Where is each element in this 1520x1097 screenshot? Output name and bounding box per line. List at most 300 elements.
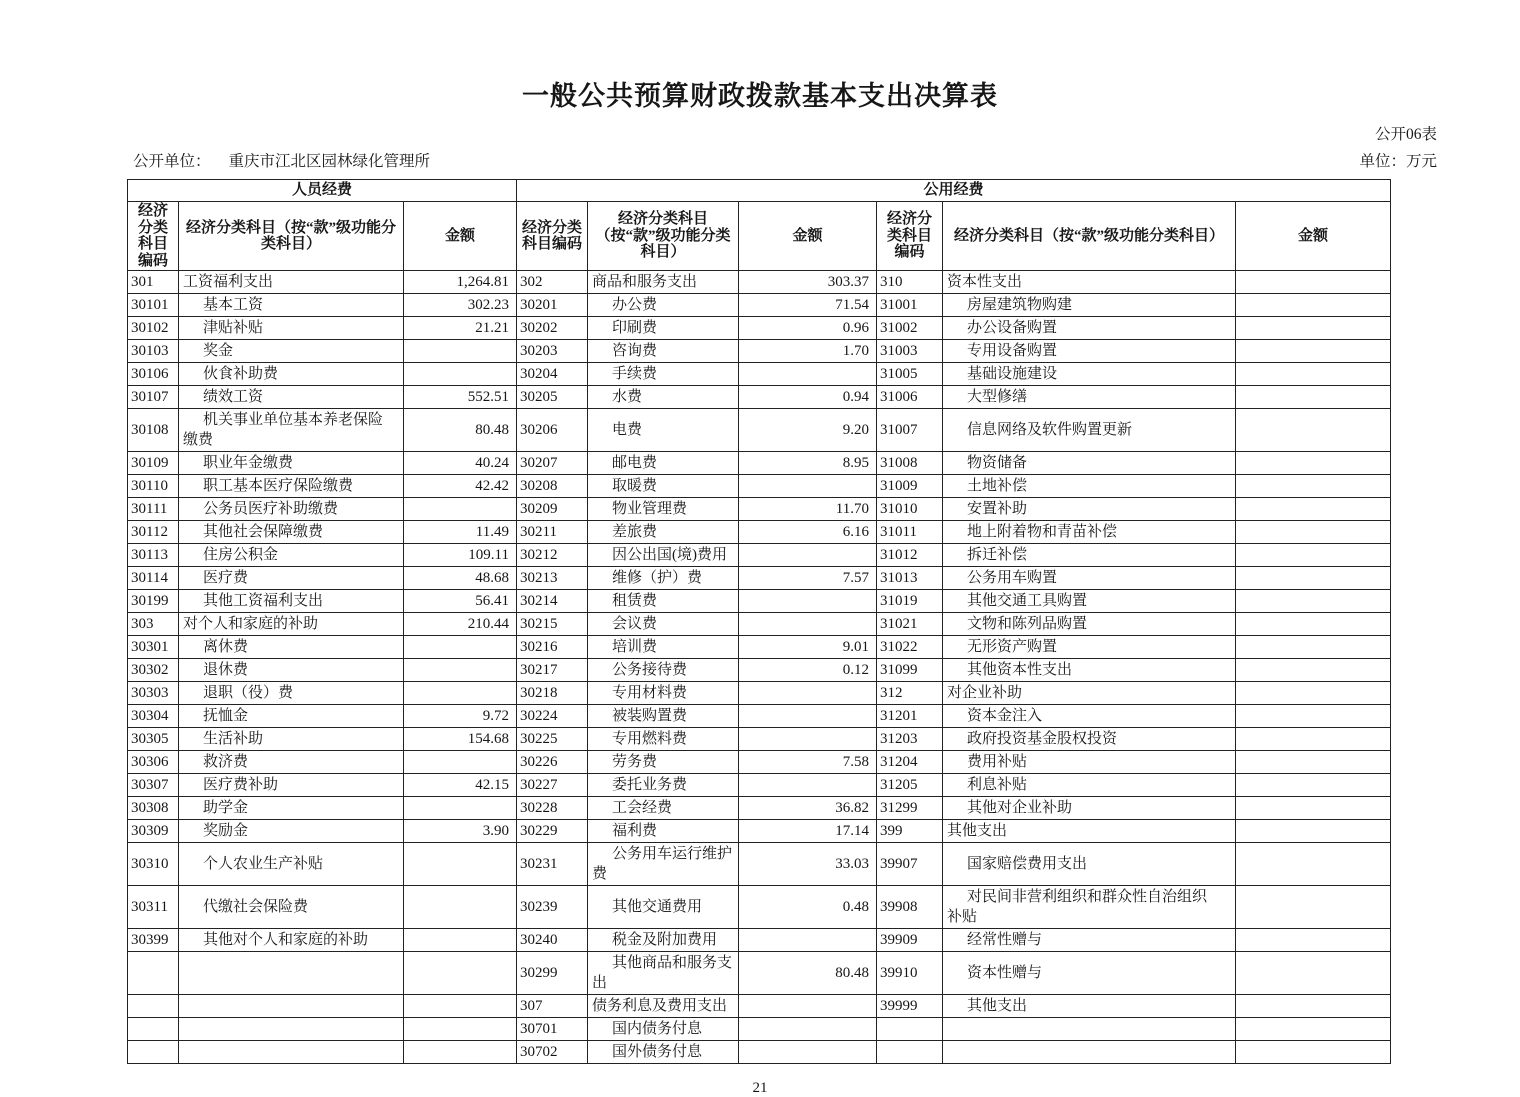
cell-code-group2: 30217 — [517, 659, 588, 682]
cell-code-group3: 31010 — [877, 498, 943, 521]
cell-code-group3: 31022 — [877, 636, 943, 659]
cell-subject-group2: 商品和服务支出 — [588, 271, 739, 294]
cell-amount-group2: 6.16 — [739, 521, 877, 544]
cell-subject-group3: 安置补助 — [943, 498, 1236, 521]
cell-amount-group3 — [1236, 929, 1391, 952]
cell-amount-group1 — [404, 995, 517, 1018]
meta-row — [127, 149, 1437, 171]
table-row — [128, 820, 1391, 843]
cell-subject-group3: 其他交通工具购置 — [943, 590, 1236, 613]
table-row — [128, 340, 1391, 363]
cell-subject-group1: 绩效工资 — [179, 386, 404, 409]
cell-subject-group3: 资本性支出 — [943, 271, 1236, 294]
cell-code-group3: 31006 — [877, 386, 943, 409]
header-subject-col2: 经济分类科目（按“款”级功能分类科目） — [588, 202, 739, 271]
cell-amount-group3 — [1236, 705, 1391, 728]
cell-code-group1: 30308 — [128, 797, 179, 820]
cell-amount-group3 — [1236, 728, 1391, 751]
cell-subject-group2: 印刷费 — [588, 317, 739, 340]
cell-subject-group1: 其他工资福利支出 — [179, 590, 404, 613]
cell-subject-group1: 医疗费 — [179, 567, 404, 590]
table-row — [128, 1041, 1391, 1064]
table-row — [128, 659, 1391, 682]
table-number: 公开06表 — [1374, 126, 1437, 143]
cell-subject-group2: 培训费 — [588, 636, 739, 659]
cell-code-group2: 30205 — [517, 386, 588, 409]
cell-amount-group1 — [404, 843, 517, 886]
cell-subject-group3: 公务用车购置 — [943, 567, 1236, 590]
cell-subject-group2: 电费 — [588, 409, 739, 452]
cell-code-group1: 30303 — [128, 682, 179, 705]
cell-amount-group1: 11.49 — [404, 521, 517, 544]
cell-subject-group2: 办公费 — [588, 294, 739, 317]
cell-subject-group1: 伙食补助费 — [179, 363, 404, 386]
cell-subject-group2: 水费 — [588, 386, 739, 409]
cell-subject-group1: 津贴补贴 — [179, 317, 404, 340]
cell-code-group1 — [128, 995, 179, 1018]
cell-code-group3: 39908 — [877, 886, 943, 929]
cell-code-group2: 30212 — [517, 544, 588, 567]
cell-subject-group1: 代缴社会保险费 — [179, 886, 404, 929]
cell-amount-group2 — [739, 1041, 877, 1064]
cell-subject-group1: 生活补助 — [179, 728, 404, 751]
header-subject-col3: 经济分类科目（按“款”级功能分类科目） — [943, 202, 1236, 271]
cell-subject-group1: 退职（役）费 — [179, 682, 404, 705]
cell-code-group2: 307 — [517, 995, 588, 1018]
cell-subject-group3 — [943, 1041, 1236, 1064]
cell-code-group2: 30229 — [517, 820, 588, 843]
cell-code-group3 — [877, 1041, 943, 1064]
cell-code-group2: 30202 — [517, 317, 588, 340]
cell-subject-group3: 土地补偿 — [943, 475, 1236, 498]
cell-amount-group1: 3.90 — [404, 820, 517, 843]
cell-subject-group1: 基本工资 — [179, 294, 404, 317]
cell-amount-group2 — [739, 475, 877, 498]
currency-unit-note: 单位：万元 — [1359, 153, 1437, 170]
cell-amount-group3 — [1236, 952, 1391, 995]
table-row — [128, 995, 1391, 1018]
cell-subject-group3: 基础设施建设 — [943, 363, 1236, 386]
table-row — [128, 386, 1391, 409]
cell-amount-group2: 0.94 — [739, 386, 877, 409]
cell-subject-group3: 其他支出 — [943, 820, 1236, 843]
cell-amount-group3 — [1236, 774, 1391, 797]
cell-code-group3: 31013 — [877, 567, 943, 590]
cell-amount-group2: 71.54 — [739, 294, 877, 317]
group-header-row — [128, 180, 1391, 202]
cell-amount-group2 — [739, 544, 877, 567]
cell-amount-group3 — [1236, 386, 1391, 409]
cell-code-group1: 301 — [128, 271, 179, 294]
table-row — [128, 728, 1391, 751]
cell-amount-group2: 8.95 — [739, 452, 877, 475]
cell-subject-group1: 职工基本医疗保险缴费 — [179, 475, 404, 498]
table-row — [128, 498, 1391, 521]
cell-code-group3: 39909 — [877, 929, 943, 952]
cell-code-group1: 30101 — [128, 294, 179, 317]
cell-code-group2: 30226 — [517, 751, 588, 774]
cell-subject-group3: 地上附着物和青苗补偿 — [943, 521, 1236, 544]
cell-code-group2: 30701 — [517, 1018, 588, 1041]
cell-code-group1 — [128, 952, 179, 995]
cell-code-group1: 30108 — [128, 409, 179, 452]
cell-subject-group3: 对企业补助 — [943, 682, 1236, 705]
cell-amount-group3 — [1236, 1041, 1391, 1064]
cell-amount-group1 — [404, 1041, 517, 1064]
cell-amount-group1: 48.68 — [404, 567, 517, 590]
meta-block — [127, 122, 1437, 171]
cell-amount-group1 — [404, 797, 517, 820]
cell-subject-group1: 助学金 — [179, 797, 404, 820]
cell-amount-group1: 154.68 — [404, 728, 517, 751]
cell-code-group1: 303 — [128, 613, 179, 636]
cell-amount-group3 — [1236, 751, 1391, 774]
cell-amount-group3 — [1236, 886, 1391, 929]
cell-code-group3: 31299 — [877, 797, 943, 820]
cell-amount-group1 — [404, 682, 517, 705]
cell-amount-group1: 40.24 — [404, 452, 517, 475]
cell-code-group1: 30304 — [128, 705, 179, 728]
cell-subject-group3: 房屋建筑物购建 — [943, 294, 1236, 317]
table-body — [128, 271, 1391, 1064]
cell-amount-group2 — [739, 728, 877, 751]
table-row — [128, 797, 1391, 820]
cell-subject-group3: 办公设备购置 — [943, 317, 1236, 340]
cell-amount-group3 — [1236, 613, 1391, 636]
cell-amount-group3 — [1236, 452, 1391, 475]
cell-amount-group3 — [1236, 682, 1391, 705]
cell-code-group1: 30310 — [128, 843, 179, 886]
cell-subject-group2: 维修（护）费 — [588, 567, 739, 590]
cell-amount-group1: 1,264.81 — [404, 271, 517, 294]
cell-code-group1: 30113 — [128, 544, 179, 567]
cell-subject-group3: 费用补贴 — [943, 751, 1236, 774]
cell-amount-group1 — [404, 363, 517, 386]
cell-subject-group3: 政府投资基金股权投资 — [943, 728, 1236, 751]
table-row — [128, 363, 1391, 386]
cell-amount-group2: 9.01 — [739, 636, 877, 659]
table-row — [128, 590, 1391, 613]
cell-code-group1 — [128, 1018, 179, 1041]
cell-subject-group2: 被装购置费 — [588, 705, 739, 728]
cell-code-group2: 30208 — [517, 475, 588, 498]
cell-subject-group2: 取暖费 — [588, 475, 739, 498]
table-row — [128, 751, 1391, 774]
cell-subject-group2: 税金及附加费用 — [588, 929, 739, 952]
cell-code-group2: 30201 — [517, 294, 588, 317]
cell-amount-group1: 552.51 — [404, 386, 517, 409]
cell-code-group3: 310 — [877, 271, 943, 294]
cell-amount-group3 — [1236, 498, 1391, 521]
table-row — [128, 475, 1391, 498]
publishing-unit-label: 公开单位： — [133, 153, 211, 170]
cell-subject-group1 — [179, 995, 404, 1018]
cell-code-group1: 30399 — [128, 929, 179, 952]
cell-subject-group1: 救济费 — [179, 751, 404, 774]
header-code-col3: 经济分类科目编码 — [877, 202, 943, 271]
cell-amount-group1 — [404, 886, 517, 929]
cell-code-group2: 30299 — [517, 952, 588, 995]
cell-code-group3: 31005 — [877, 363, 943, 386]
table-row — [128, 521, 1391, 544]
table-row — [128, 452, 1391, 475]
table-row — [128, 544, 1391, 567]
cell-code-group3: 39910 — [877, 952, 943, 995]
cell-code-group3: 399 — [877, 820, 943, 843]
cell-amount-group2: 0.96 — [739, 317, 877, 340]
cell-code-group2: 30215 — [517, 613, 588, 636]
cell-code-group1: 30114 — [128, 567, 179, 590]
cell-amount-group3 — [1236, 636, 1391, 659]
cell-amount-group3 — [1236, 317, 1391, 340]
header-amount-col2: 金额 — [739, 202, 877, 271]
cell-subject-group3: 国家赔偿费用支出 — [943, 843, 1236, 886]
cell-subject-group3: 信息网络及软件购置更新 — [943, 409, 1236, 452]
cell-subject-group2: 租赁费 — [588, 590, 739, 613]
cell-code-group3: 39999 — [877, 995, 943, 1018]
cell-amount-group3 — [1236, 1018, 1391, 1041]
cell-code-group3: 31009 — [877, 475, 943, 498]
cell-amount-group3 — [1236, 271, 1391, 294]
cell-code-group3: 31008 — [877, 452, 943, 475]
cell-amount-group2: 17.14 — [739, 820, 877, 843]
cell-amount-group3 — [1236, 590, 1391, 613]
cell-code-group3: 31011 — [877, 521, 943, 544]
cell-subject-group3: 物资储备 — [943, 452, 1236, 475]
cell-code-group2: 30206 — [517, 409, 588, 452]
cell-subject-group3: 利息补贴 — [943, 774, 1236, 797]
cell-code-group2: 30228 — [517, 797, 588, 820]
cell-code-group1: 30103 — [128, 340, 179, 363]
cell-subject-group2: 物业管理费 — [588, 498, 739, 521]
page-number: 21 — [752, 1080, 768, 1096]
cell-subject-group3: 无形资产购置 — [943, 636, 1236, 659]
cell-amount-group2: 36.82 — [739, 797, 877, 820]
cell-subject-group1 — [179, 1041, 404, 1064]
table-row — [128, 1018, 1391, 1041]
cell-subject-group3: 资本金注入 — [943, 705, 1236, 728]
cell-code-group2: 30240 — [517, 929, 588, 952]
cell-amount-group2: 11.70 — [739, 498, 877, 521]
cell-code-group1: 30301 — [128, 636, 179, 659]
cell-subject-group1: 机关事业单位基本养老保险缴费 — [179, 409, 404, 452]
cell-subject-group2: 手续费 — [588, 363, 739, 386]
cell-subject-group3: 文物和陈列品购置 — [943, 613, 1236, 636]
cell-amount-group2: 9.20 — [739, 409, 877, 452]
cell-amount-group2 — [739, 590, 877, 613]
cell-subject-group1: 退休费 — [179, 659, 404, 682]
cell-code-group3: 31201 — [877, 705, 943, 728]
cell-amount-group2: 303.37 — [739, 271, 877, 294]
cell-amount-group3 — [1236, 294, 1391, 317]
cell-amount-group1: 80.48 — [404, 409, 517, 452]
cell-code-group3: 31021 — [877, 613, 943, 636]
cell-code-group3 — [877, 1018, 943, 1041]
cell-code-group1: 30111 — [128, 498, 179, 521]
cell-code-group2: 30231 — [517, 843, 588, 886]
cell-subject-group2: 工会经费 — [588, 797, 739, 820]
cell-subject-group3 — [943, 1018, 1236, 1041]
cell-code-group2: 30207 — [517, 452, 588, 475]
cell-amount-group1 — [404, 659, 517, 682]
cell-code-group2: 30218 — [517, 682, 588, 705]
cell-code-group2: 30213 — [517, 567, 588, 590]
table-row — [128, 952, 1391, 995]
cell-code-group2: 30203 — [517, 340, 588, 363]
cell-subject-group2: 专用材料费 — [588, 682, 739, 705]
cell-subject-group2: 福利费 — [588, 820, 739, 843]
header-code-col1: 经济分类科目编码 — [128, 202, 179, 271]
table-row — [128, 409, 1391, 452]
cell-subject-group1: 公务员医疗补助缴费 — [179, 498, 404, 521]
page-title: 一般公共预算财政拨款基本支出决算表 — [522, 81, 998, 111]
cell-code-group3: 31099 — [877, 659, 943, 682]
group-header-personnel-funds: 人员经费 — [128, 180, 517, 202]
cell-amount-group1 — [404, 340, 517, 363]
cell-subject-group1: 对个人和家庭的补助 — [179, 613, 404, 636]
cell-subject-group2: 国外债务付息 — [588, 1041, 739, 1064]
cell-subject-group1: 奖励金 — [179, 820, 404, 843]
cell-subject-group2: 公务用车运行维护费 — [588, 843, 739, 886]
cell-subject-group1: 奖金 — [179, 340, 404, 363]
cell-subject-group2: 咨询费 — [588, 340, 739, 363]
cell-code-group1: 30102 — [128, 317, 179, 340]
cell-amount-group2: 33.03 — [739, 843, 877, 886]
cell-code-group1: 30305 — [128, 728, 179, 751]
cell-subject-group2: 会议费 — [588, 613, 739, 636]
cell-amount-group2 — [739, 929, 877, 952]
cell-amount-group2 — [739, 995, 877, 1018]
cell-subject-group1: 职业年金缴费 — [179, 452, 404, 475]
publishing-unit-name: 重庆市江北区园林绿化管理所 — [228, 153, 431, 170]
cell-code-group2: 30216 — [517, 636, 588, 659]
cell-code-group1: 30306 — [128, 751, 179, 774]
cell-subject-group2: 债务利息及费用支出 — [588, 995, 739, 1018]
cell-code-group1: 30107 — [128, 386, 179, 409]
cell-subject-group3: 拆迁补偿 — [943, 544, 1236, 567]
cell-subject-group1: 其他社会保障缴费 — [179, 521, 404, 544]
cell-code-group1: 30311 — [128, 886, 179, 929]
cell-subject-group2: 劳务费 — [588, 751, 739, 774]
cell-amount-group3 — [1236, 843, 1391, 886]
cell-subject-group3: 大型修缮 — [943, 386, 1236, 409]
cell-subject-group2: 国内债务付息 — [588, 1018, 739, 1041]
cell-subject-group1 — [179, 1018, 404, 1041]
cell-code-group3: 39907 — [877, 843, 943, 886]
cell-code-group3: 31205 — [877, 774, 943, 797]
cell-amount-group1 — [404, 1018, 517, 1041]
cell-amount-group1 — [404, 498, 517, 521]
cell-amount-group2 — [739, 774, 877, 797]
cell-subject-group2: 委托业务费 — [588, 774, 739, 797]
cell-amount-group2 — [739, 363, 877, 386]
cell-subject-group1: 离休费 — [179, 636, 404, 659]
cell-code-group1: 30307 — [128, 774, 179, 797]
table-row — [128, 636, 1391, 659]
cell-code-group3: 31012 — [877, 544, 943, 567]
cell-code-group3: 312 — [877, 682, 943, 705]
cell-code-group2: 302 — [517, 271, 588, 294]
cell-amount-group2: 0.12 — [739, 659, 877, 682]
cell-amount-group3 — [1236, 340, 1391, 363]
cell-subject-group3: 专用设备购置 — [943, 340, 1236, 363]
table-row — [128, 613, 1391, 636]
cell-subject-group1: 医疗费补助 — [179, 774, 404, 797]
cell-subject-group3: 资本性赠与 — [943, 952, 1236, 995]
cell-amount-group2 — [739, 705, 877, 728]
table-row — [128, 705, 1391, 728]
cell-code-group2: 30239 — [517, 886, 588, 929]
cell-amount-group3 — [1236, 521, 1391, 544]
cell-subject-group1: 工资福利支出 — [179, 271, 404, 294]
cell-subject-group3: 对民间非营利组织和群众性自治组织补贴 — [943, 886, 1236, 929]
cell-amount-group1: 21.21 — [404, 317, 517, 340]
cell-code-group2: 30702 — [517, 1041, 588, 1064]
cell-code-group3: 31203 — [877, 728, 943, 751]
cell-amount-group1: 210.44 — [404, 613, 517, 636]
cell-subject-group3: 其他对企业补助 — [943, 797, 1236, 820]
cell-amount-group3 — [1236, 567, 1391, 590]
group-header-public-funds: 公用经费 — [517, 180, 1391, 202]
table-row — [128, 929, 1391, 952]
cell-amount-group3 — [1236, 409, 1391, 452]
cell-amount-group3 — [1236, 363, 1391, 386]
cell-subject-group1: 抚恤金 — [179, 705, 404, 728]
cell-subject-group2: 邮电费 — [588, 452, 739, 475]
cell-code-group2: 30224 — [517, 705, 588, 728]
cell-code-group2: 30214 — [517, 590, 588, 613]
cell-subject-group2: 因公出国(境)费用 — [588, 544, 739, 567]
cell-amount-group1: 302.23 — [404, 294, 517, 317]
table-row — [128, 682, 1391, 705]
table-row — [128, 567, 1391, 590]
cell-amount-group1 — [404, 929, 517, 952]
cell-amount-group1 — [404, 636, 517, 659]
table-row — [128, 886, 1391, 929]
cell-subject-group2: 其他交通费用 — [588, 886, 739, 929]
budget-table — [127, 179, 1391, 1064]
cell-code-group1: 30302 — [128, 659, 179, 682]
cell-code-group1: 30309 — [128, 820, 179, 843]
cell-code-group3: 31019 — [877, 590, 943, 613]
cell-amount-group1: 56.41 — [404, 590, 517, 613]
cell-amount-group2 — [739, 1018, 877, 1041]
cell-subject-group1: 住房公积金 — [179, 544, 404, 567]
cell-amount-group2: 80.48 — [739, 952, 877, 995]
cell-code-group2: 30227 — [517, 774, 588, 797]
cell-code-group3: 31003 — [877, 340, 943, 363]
cell-code-group3: 31007 — [877, 409, 943, 452]
cell-code-group2: 30204 — [517, 363, 588, 386]
cell-amount-group2 — [739, 682, 877, 705]
cell-code-group1 — [128, 1041, 179, 1064]
table-row — [128, 774, 1391, 797]
cell-amount-group2: 7.58 — [739, 751, 877, 774]
cell-amount-group2: 0.48 — [739, 886, 877, 929]
column-header-row — [128, 202, 1391, 271]
cell-subject-group1: 个人农业生产补贴 — [179, 843, 404, 886]
cell-amount-group1: 9.72 — [404, 705, 517, 728]
cell-subject-group2: 差旅费 — [588, 521, 739, 544]
cell-amount-group2: 7.57 — [739, 567, 877, 590]
cell-amount-group2: 1.70 — [739, 340, 877, 363]
cell-amount-group1: 42.15 — [404, 774, 517, 797]
cell-code-group1: 30109 — [128, 452, 179, 475]
cell-amount-group1: 109.11 — [404, 544, 517, 567]
cell-subject-group2: 其他商品和服务支出 — [588, 952, 739, 995]
cell-subject-group1 — [179, 952, 404, 995]
table-row — [128, 271, 1391, 294]
